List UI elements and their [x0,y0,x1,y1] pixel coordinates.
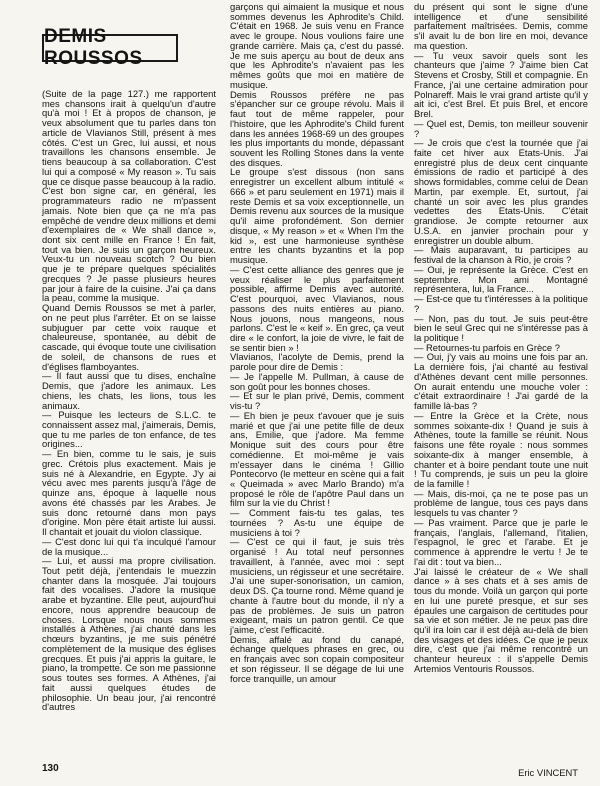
article-column-3 [414,2,588,674]
article-column-1 [42,89,216,712]
paragraph: — Mais auparavant, tu participes au festival de la chanson à Rio, je crois ? [414,244,588,266]
paragraph: — C'est ce qui il faut, je suis très organisé ! Au total neuf personnes travaillent, à l'année, avec moi : sept musiciens, un régisseur et une secrétaire. J'ai une super-sonorisation, un camion, deux DS. Ça tourne rond. Même quand je chante à l'autre bout du monde, il n'y a pas de problèmes. Je suis un patron exigeant, mais un patron gentil. Ce que j'aime, c'est l'efficacité. [230,536,404,635]
paragraph: — En bien, comme tu le sais, je suis grec. Crétois plus exactement. Mais je suis né à Alexandrie, en Egypte. J'y ai vécu avec mes parents jusqu'à l'âge de quinze ans, époque à laquelle nous avons été chassés par les Arabes. Je suis donc retourné dans mon pays d'origine. Mon père était artiste lui aussi. Il chantait et jouait du violon classique. [42,448,216,538]
paragraph: — Non, pas du tout. Je suis peut-être bien le seul Grec qui ne s'intéresse pas à la politique ! [414,312,588,343]
paragraph: Quand Demis Roussos se met à parler, on ne peut plus l'arrêter. Et on se laisse subjuguer par cette voix rauque et chaleureuse, spontanée, au débit de cascade, qui évoque toute une civilisation de soleil, de chansons de rues et d'églises flamboyantes. [42,302,216,372]
paragraph: — Je l'appelle M. Pullman, à cause de son goût pour les bonnes choses. [230,370,404,392]
paragraph: — C'est donc lui qui t'a inculqué l'amour de la musique... [42,535,216,557]
paragraph: — C'est cette alliance des genres que je veux réaliser le plus parfaitement possible, affirme Demis avec autorité. C'est pourquoi, avec Vlavianos, nous passons des nuits entières au piano. Nous jouons, nous mangeons, nous parlons. C'est le « keif ». En grec, ça veut dire « le confort, la joie de vivre, le fait de se sentir bien » ! [230,263,404,353]
paragraph: — Oui, je représente la Grèce. C'est en septembre. Mon ami Montagné représentera, lui, la France... [414,263,588,295]
paragraph: — Pas vraiment. Parce que je parle le français, l'anglais, l'allemand, l'italien, l'espagnol, le grec et l'arabe. Et je commence à apprendre le vertu ! Je te l'ai dit : tout va bien... [414,516,588,567]
paragraph: Le groupe s'est dissous (non sans enregistrer un excellent album intitulé « 666 » et paru seulement en 1971) mais il reste Demis et sa voix exceptionnelle, un Demis revenu aux sources de la musique qu'il aime profondément. Son dernier disque, « My reason » et « When I'm the kid », est une harmonieuse synthèse entre les chants byzantins et la pop musique. [230,166,404,266]
paragraph: — Je crois que c'est la tournée que j'ai faite cet hiver aux Etats-Unis. J'ai enregistré plus de deux cent cinquante émissions de radio et participé à des shows formidables, comme celui de Dean Martin, par exemple. Et, surtout, j'ai chanté un soir avec les plus grandes vedettes des Etats-Unis. C'était grandiose. Je compte retourner aux U.S.A. en janvier prochain pour y enregistrer un double album. [414,137,588,246]
paragraph: — Eh bien je peux t'avouer que je suis marié et que j'ai une petite fille de deux ans, Emilie, que j'adore. Ma femme Monique suit des cours pour être comédienne. Et moi-même je vais m'essayer dans le cinéma ! Gillio Pontecorvo (le metteur en scène qui a fait « Queimada » avec Marlo Brando) m'a proposé le rôle de l'apôtre Paul dans un film sur la vie du Christ ! [230,409,404,509]
paragraph: garçons qui aimaient la musique et nous sommes devenus les Aphrodite's Child. C'était en 1968. Je suis venu en France avec le groupe. Nous voulions faire une grande carrière. Mais ça, c'est du passé. Je me suis aperçu au bout de deux ans que les Aphrodite's n'avaient pas les mêmes goûts que moi en matière de musique. [230,1,404,90]
paragraph: — Mais, dis-moi, ça ne te pose pas un problème de langue, tous ces pays dans lesquels tu vas chanter ? [414,487,588,519]
paragraph: — Quel est, Demis, ton meilleur souvenir ? [414,117,588,139]
paragraph: — Retournes-tu parfois en Grèce ? [414,341,560,353]
paragraph: — Tu veux savoir quels sont les chanteurs que j'aime ? J'aime bien Cat Stevens et Crosby, Still et compagnie. En France, j'ai une certaine admiration pour Polnareff. Mais le vrai grand artiste qu'il y ait ici, c'est Brel. Et puis Brel, et encore Brel. [414,49,588,120]
paragraph: — Comment fais-tu tes galas, tes tournées ? As-tu une équipe de musiciens à toi ? [230,507,404,538]
paragraph: du présent qui sont le signe d'une intelligence et d'une sensibilité parfaitement maîtrisées. Demis, comme s'il avait lu de bon lire en moi, devance ma question. [414,1,588,51]
paragraph: — Entre la Grèce et la Crète, nous sommes soixante-dix ! Quand je suis à Athènes, toute la famille se réunit. Nous faisons une fête royale : nous sommes soixante-dix à manger ensemble, à chanter et à boire pendant toute une nuit ! Tu comprends, je suis un peu la gloire de la famille ! [414,409,588,489]
paragraph: — Puisque les lecteurs de S.L.C. te connaissent assez mal, j'aimerais, Demis, que tu me parles de ton enfance, de tes origines... [42,409,216,450]
paragraph: Demis Roussos préfère ne pas s'épancher sur ce groupe révolu. Mais il faut tout de même rappeler, pour l'histoire, que les Aphrodite's Child furent dans les années 1968-69 un des groupes les plus importants du monde, dépassant souvent les Rolling Stones dans la vente des disques. [230,88,404,168]
article-title: DEMIS ROUSSOS [42,34,178,62]
paragraph: Vlavianos, l'acolyte de Demis, prend la parole pour dire de Demis : [230,351,404,373]
paragraph: — Oui, j'y vais au moins une fois par an. La dernière fois, j'ai chanté au festival d'Athènes devant cent mille personnes. On aurait entendu une mouche voler : c'était extraordinaire ! J'ai gardé de la famille là-bas ? [414,351,588,412]
paragraph: J'ai laissé le créateur de « We shall dance » à ses chats et à ses amis de tous du monde. Voilà un garçon qui porte en lui une pureté presque, et sur ses épaules une cargaison de certitudes pour sa vie et son métier. Je ne peux pas dire qu'il ira loin car il est déjà au-delà de bien des visages et des idées. Ce que je peux dire, c'est que j'ai même rencontré un chanteur heureux : il s'appelle Demis Artemios Ventouris Roussos. [414,565,588,674]
paragraph: Demis, affalé au fond du canapé, échange quelques phrases en grec, ou en français avec son copain compositeur et son régisseur. Il se dégage de lui une force tranquille, un amour [230,633,404,684]
author-signature: Eric VINCENT [518,767,578,778]
article-column-2 [230,2,404,683]
paragraph: — Lui, et aussi ma propre civilisation. Tout petit déjà, j'entendais le muezzin chanter dans la mosquée. J'ai toujours fait des vocalises. J'adore la musique arabe et byzantine. Elle peut, aujourd'hui encore, nous apprendre beaucoup de choses. Lorsque nous nous sommes installés à Athènes, j'ai chanté dans les chœurs byzantins, je me suis pénétré complètement de la musique des églises grecques. Et puis j'ai appris la guitare, le piano, la trompette. Ce son me passionne sous toutes ses formes. A Athènes, j'ai fait aussi quelques études de philosophie. Un beau jour, j'ai rencontré d'autres [42,555,216,713]
paragraph: — Et sur le plan privé, Demis, comment vis-tu ? [230,390,404,412]
paragraph: — Est-ce que tu t'intéresses à la politique ? [414,293,588,314]
paragraph: — Il faut aussi que tu dises, enchaîne Demis, que j'adore les animaux. Les chiens, les chats, les lions, tous les animaux. [42,370,216,411]
page-number: 130 [42,763,59,774]
paragraph: (Suite de la page 127.) me rapportent mes chansons irait à quelqu'un d'autre qu'à moi ! Et à propos de chanson, je veux absolument que tu parles dans ton article de Vlavianos Still, présent à mes côtés. C'est un Grec, lui aussi, et nous travaillons les chansons ensemble. Je tiens beaucoup à sa collaboration. C'est lui qui a composé « My reason ». Tu sais que ce disque passe beaucoup à la radio. C'est bon signe car, en général, les programmateurs radio ne m'passent jamais. Note bien que ça ne m'a pas empêché de vendre deux millions et demi d'exemplaires de « We shall dance », dont six cent mille en France ! En fait, tout va bien. Je suis un garçon heureux. Veux-tu un nouveau scotch ? Ou bien que je te prépare quelques spécialités grecques ? Je passe plusieurs heures par jour à faire de la cuisine. J'ai ça dans la peau, comme la musique. [42,88,216,304]
